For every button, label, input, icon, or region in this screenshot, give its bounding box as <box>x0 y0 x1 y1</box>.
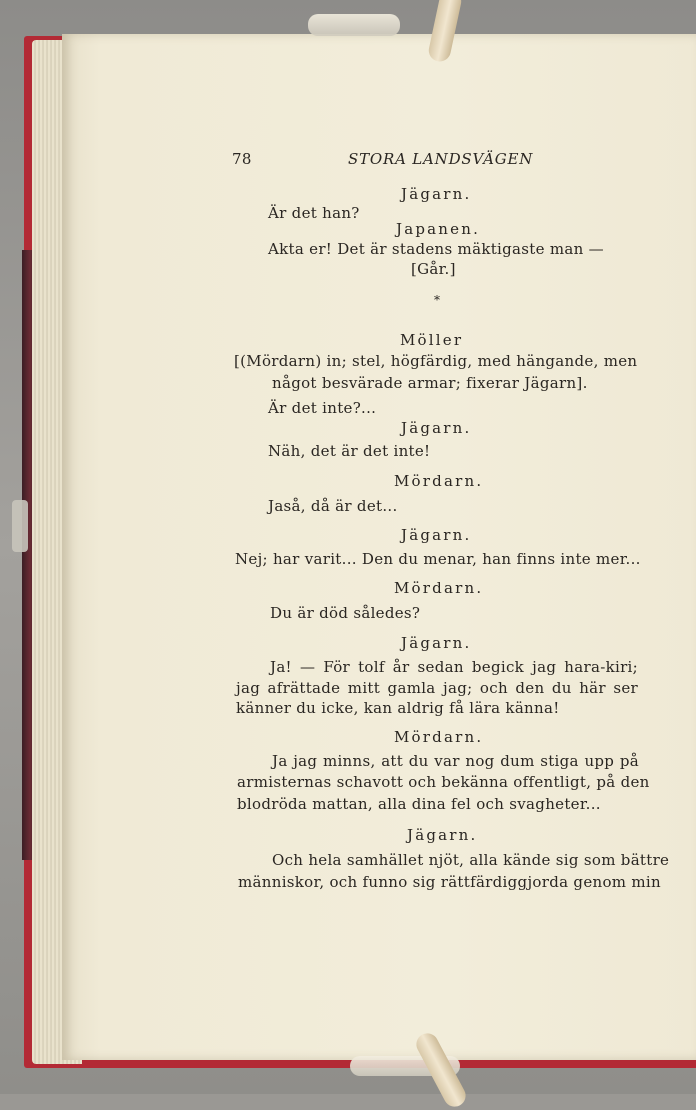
top-clamp <box>308 14 400 36</box>
dialogue-line: Ja! — För tolf år sedan begick jag hara-kiri; <box>270 658 638 676</box>
dialogue-line: känner du icke, kan aldrig få lära känna! <box>236 699 560 717</box>
speaker-name: Jägarn. <box>401 419 472 437</box>
speaker-name: Jägarn. <box>401 634 472 652</box>
dialogue-line: Är det han? <box>268 204 360 222</box>
dialogue-line: Och hela samhället njöt, alla kände sig som bättre <box>272 851 670 869</box>
dialogue-line: blodröda mattan, alla dina fel och svagheter... <box>237 795 601 813</box>
speaker-name: Mördarn. <box>394 728 484 746</box>
dialogue-line: Är det inte?... <box>268 399 377 417</box>
scene-separator: * <box>434 293 441 307</box>
dialogue-line: armisternas schavott och bekänna offentligt, på den <box>237 773 650 791</box>
dialogue-line: Ja jag minns, att du var nog dum stiga upp på <box>272 752 639 770</box>
side-clamp <box>12 500 28 552</box>
dialogue-line: människor, och funno sig rättfärdiggjorda genom min <box>238 873 661 891</box>
stage-direction: [(Mördarn) in; stel, högfärdig, med hängande, men <box>234 352 638 370</box>
dialogue-line: Näh, det är det inte! <box>268 442 431 460</box>
stage-direction: [Går.] <box>411 260 456 278</box>
speaker-name: Jägarn. <box>407 826 478 844</box>
speaker-name: Jägarn. <box>401 526 472 544</box>
speaker-name: Mördarn. <box>394 472 484 490</box>
speaker-name: Jägarn. <box>401 185 472 203</box>
speaker-name: Mördarn. <box>394 579 484 597</box>
dialogue-line: jag afrättade mitt gamla jag; och den du här ser <box>236 679 638 697</box>
dialogue-line: Akta er! Det är stadens mäktigaste man — <box>268 240 604 258</box>
dialogue-line: Nej; har varit... Den du menar, han finns inte mer... <box>235 550 641 568</box>
speaker-name: Möller <box>400 331 464 349</box>
page-number: 78 <box>232 150 252 168</box>
stage-direction: något besvärade armar; fixerar Jägarn]. <box>272 374 588 392</box>
dialogue-line: Jaså, då är det... <box>268 497 398 515</box>
speaker-name: Japanen. <box>396 220 481 238</box>
dialogue-line: Du är död således? <box>270 604 421 622</box>
running-title: STORA LANDSVÄGEN <box>348 150 534 168</box>
book-page <box>62 34 696 1060</box>
